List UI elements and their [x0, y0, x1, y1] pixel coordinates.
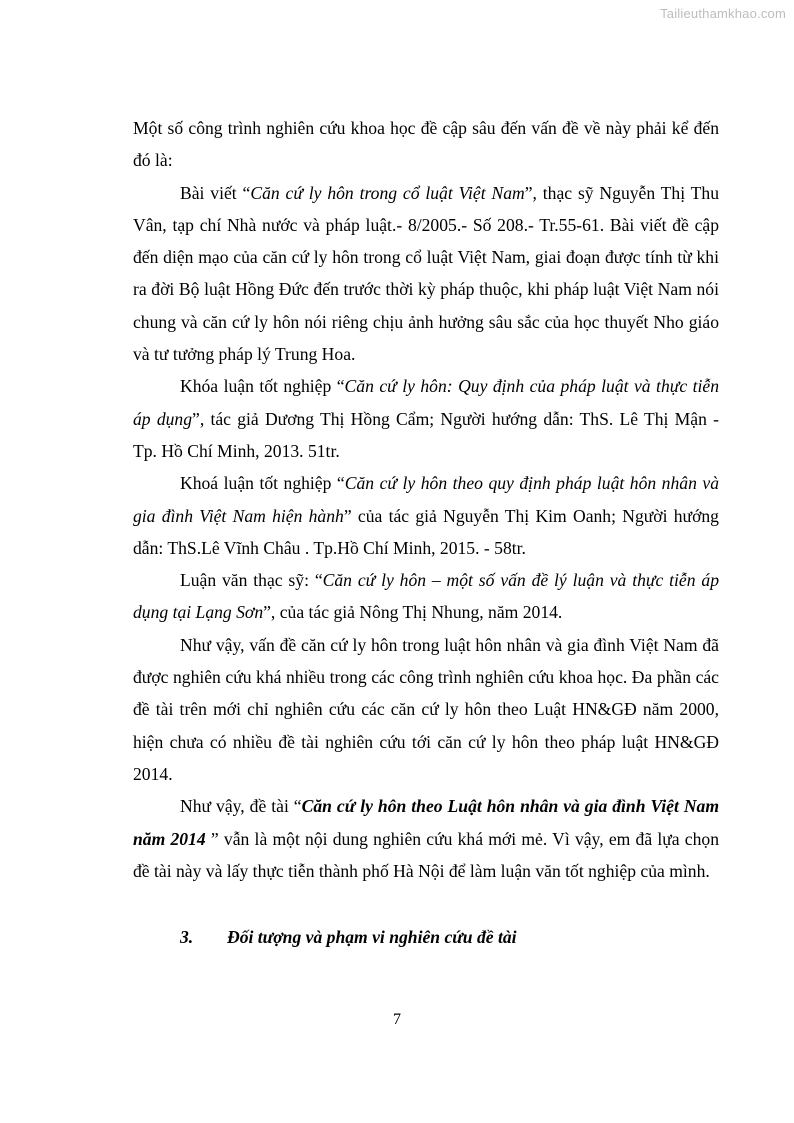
text-run: Luận văn thạc sỹ: “ [180, 570, 323, 591]
text-run: Bài viết “ [180, 182, 251, 203]
text-run: Khoá luận tốt nghiệp “ [180, 473, 345, 494]
reference-title: Căn cứ ly hôn theo quy định pháp luật hôn nhân và gia đình Việt Nam hiện hành [133, 473, 719, 526]
section-heading [133, 921, 719, 953]
paragraph-reference-masters [133, 564, 719, 629]
text-run: ” của tác giả Nguyễn Thị Kim Oanh; Người hướng dẫn: ThS.Lê Vĩnh Châu . Tp.Hồ Chí Minh, 2015. - 58tr. [133, 505, 719, 558]
reference-title: Căn cứ ly hôn: Quy định của pháp luật và thực tiễn áp dụng [133, 376, 719, 429]
watermark: Tailieuthamkhao.com [660, 6, 786, 21]
text-run: ” vẫn là một nội dung nghiên cứu khá mới mẻ. Vì vậy, em đã lựa chọn đề tài này và lấy thực tiễn thành phố Hà Nội để làm luận văn tốt nghiệp của mình. [133, 828, 720, 881]
text-run: Như vậy, đề tài “ [180, 796, 302, 817]
paragraph-topic-choice [133, 790, 719, 887]
document-body [133, 112, 719, 953]
text-run: Khóa luận tốt nghiệp “ [180, 376, 345, 397]
paragraph-intro: Một số công trình nghiên cứu khoa học đề cập sâu đến vấn đề về này phải kể đến đó là: [133, 118, 719, 171]
section-title: Đối tượng và phạm vi nghiên cứu đề tài [227, 927, 517, 948]
paragraph-reference-thesis-1 [133, 370, 719, 467]
section-number: 3. [180, 927, 194, 948]
paragraph-reference-thesis-2 [133, 467, 719, 564]
topic-title: Căn cứ ly hôn theo Luật hôn nhân và gia đình Việt Nam năm 2014 [133, 796, 720, 849]
paragraph-summary: Như vậy, vấn đề căn cứ ly hôn trong luật hôn nhân và gia đình Việt Nam đã được nghiên cứu khá nhiều trong các công trình nghiên cứu khoa học. Đa phần các đề tài trên mới chỉ nghiên cứu các căn cứ ly hôn theo Luật HN&GĐ năm 2000, hiện chưa có nhiều đề tài nghiên cứu tới căn cứ ly hôn theo pháp luật HN&GĐ 2014. [133, 634, 719, 784]
paragraph-reference-article [133, 177, 719, 371]
page-number: 7 [393, 1011, 401, 1028]
reference-title: Căn cứ ly hôn trong cổ luật Việt Nam [250, 182, 525, 203]
reference-title: Căn cứ ly hôn – một số vấn đề lý luận và thực tiễn áp dụng tại Lạng Sơn [133, 570, 719, 623]
text-run: ”, tác giả Dương Thị Hồng Cẩm; Người hướng dẫn: ThS. Lê Thị Mận - Tp. Hồ Chí Minh, 2013. 51tr. [133, 408, 719, 461]
text-run: ”, thạc sỹ Nguyễn Thị Thu Vân, tạp chí Nhà nước và pháp luật.- 8/2005.- Số 208.- Tr.55-61. Bài viết đề cập đến diện mạo của căn cứ ly hôn trong cổ luật Việt Nam, giai đoạn được tính từ khi ra đời Bộ luật Hồng Đức đến trước thời kỳ pháp thuộc, khi pháp luật Việt Nam nói chung và căn cứ ly hôn nói riêng chịu ảnh hưởng sâu sắc của học thuyết Nho giáo và tư tưởng pháp lý Trung Hoa. [133, 182, 719, 365]
text-run: ”, của tác giả Nông Thị Nhung, năm 2014. [263, 602, 563, 623]
